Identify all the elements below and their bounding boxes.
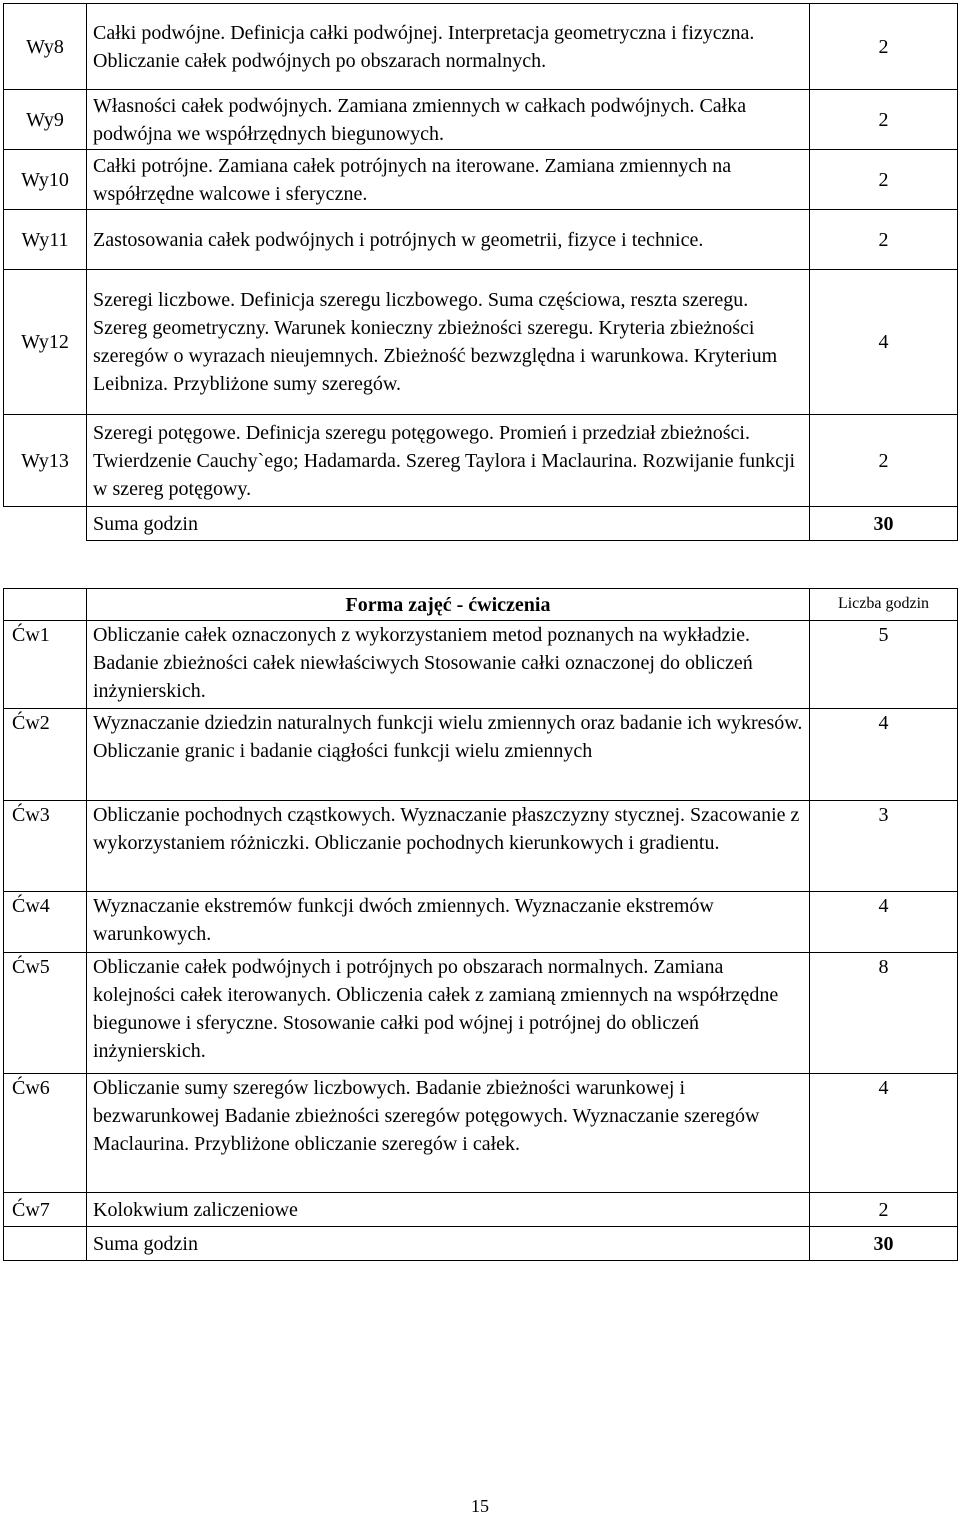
table-row	[4, 892, 958, 953]
row-description: Całki potrójne. Zamiana całek potrójnych na iterowane. Zamiana zmiennych na współrzędne walcowe i sferyczne.	[87, 150, 810, 210]
row-code: Ćw5	[4, 953, 87, 1074]
row-description: Kolokwium zaliczeniowe	[87, 1193, 810, 1227]
table-row	[4, 1074, 958, 1193]
row-description: Obliczanie sumy szeregów liczbowych. Badanie zbieżności warunkowej i bezwarunkowej Badanie zbieżności szeregów potęgowych. Wyznaczanie szeregów Maclaurina. Przybliżone obliczanie szeregów i całek.	[87, 1074, 810, 1193]
row-description: Obliczanie pochodnych cząstkowych. Wyznaczanie płaszczyzny stycznej. Szacowanie z wykorzystaniem różniczki. Obliczanie pochodnych kierunkowych i gradientu.	[87, 801, 810, 892]
row-description: Wyznaczanie ekstremów funkcji dwóch zmiennych. Wyznaczanie ekstremów warunkowych.	[87, 892, 810, 953]
row-hours: 2	[810, 1193, 958, 1227]
table-row	[4, 210, 958, 270]
lecture-table	[3, 3, 958, 541]
exercise-table	[3, 588, 958, 1261]
sum-value: 30	[810, 1227, 958, 1261]
row-description: Całki podwójne. Definicja całki podwójnej. Interpretacja geometryczna i fizyczna. Obliczanie całek podwójnych po obszarach normalnych.	[87, 4, 810, 90]
page-number: 15	[471, 1496, 489, 1516]
hours-column-header: Liczba godzin	[810, 589, 958, 621]
row-description: Obliczanie całek oznaczonych z wykorzystaniem metod poznanych na wykładzie. Badanie zbieżności całek niewłaściwych Stosowanie całki oznaczonej do obliczeń inżynierskich.	[87, 621, 810, 709]
table-row	[4, 621, 958, 709]
row-hours: 4	[810, 892, 958, 953]
row-code: Wy8	[4, 4, 87, 90]
table-title: Forma zajęć - ćwiczenia	[87, 589, 810, 621]
row-description: Wyznaczanie dziedzin naturalnych funkcji wielu zmiennych oraz badanie ich wykresów. Obliczanie granic i badanie ciągłości funkcji wielu zmiennych	[87, 709, 810, 801]
table-row	[4, 4, 958, 90]
table-row	[4, 1193, 958, 1227]
row-code: Wy11	[4, 210, 87, 270]
sum-label: Suma godzin	[87, 1227, 810, 1261]
row-hours: 8	[810, 953, 958, 1074]
table-row	[4, 90, 958, 150]
row-code: Ćw3	[4, 801, 87, 892]
row-hours: 5	[810, 621, 958, 709]
table-row	[4, 801, 958, 892]
row-description: Szeregi potęgowe. Definicja szeregu potęgowego. Promień i przedział zbieżności. Twierdzenie Cauchy`ego; Hadamarda. Szereg Taylora i Maclaurina. Rozwijanie funkcji w szereg potęgowy.	[87, 415, 810, 507]
table-row	[4, 415, 958, 507]
table-row	[4, 150, 958, 210]
sum-value: 30	[810, 507, 958, 541]
row-code: Wy13	[4, 415, 87, 507]
table-row	[4, 270, 958, 415]
sum-row	[4, 1227, 958, 1261]
row-hours: 4	[810, 709, 958, 801]
row-code: Wy9	[4, 90, 87, 150]
row-description: Szeregi liczbowe. Definicja szeregu liczbowego. Suma częściowa, reszta szeregu. Szereg geometryczny. Warunek konieczny zbieżności szeregu. Kryteria zbieżności szeregów o wyrazach nieujemnych. Zbieżność bezwzględna i warunkowa. Kryterium Leibniza. Przybliżone sumy szeregów.	[87, 270, 810, 415]
table-row	[4, 953, 958, 1074]
row-code: Ćw2	[4, 709, 87, 801]
row-code: Ćw4	[4, 892, 87, 953]
row-code: Ćw6	[4, 1074, 87, 1193]
row-code: Ćw1	[4, 621, 87, 709]
row-description: Obliczanie całek podwójnych i potrójnych po obszarach normalnych. Zamiana kolejności całek iterowanych. Obliczenia całek z zamianą zmiennych na współrzędne biegunowe i sferyczne. Stosowanie całki pod wójnej i potrójnej do obliczeń inżynierskich.	[87, 953, 810, 1074]
row-hours: 2	[810, 150, 958, 210]
row-hours: 2	[810, 415, 958, 507]
row-code: Wy12	[4, 270, 87, 415]
row-hours: 2	[810, 90, 958, 150]
row-hours: 4	[810, 1074, 958, 1193]
row-code: Wy10	[4, 150, 87, 210]
sum-row	[4, 507, 958, 541]
row-code: Ćw7	[4, 1193, 87, 1227]
row-hours: 2	[810, 210, 958, 270]
row-description: Zastosowania całek podwójnych i potrójnych w geometrii, fizyce i technice.	[87, 210, 810, 270]
row-hours: 4	[810, 270, 958, 415]
sum-label: Suma godzin	[87, 507, 810, 541]
row-description: Własności całek podwójnych. Zamiana zmiennych w całkach podwójnych. Całka podwójna we współrzędnych biegunowych.	[87, 90, 810, 150]
row-hours: 2	[810, 4, 958, 90]
table-row	[4, 709, 958, 801]
header-row	[4, 589, 958, 621]
row-hours: 3	[810, 801, 958, 892]
